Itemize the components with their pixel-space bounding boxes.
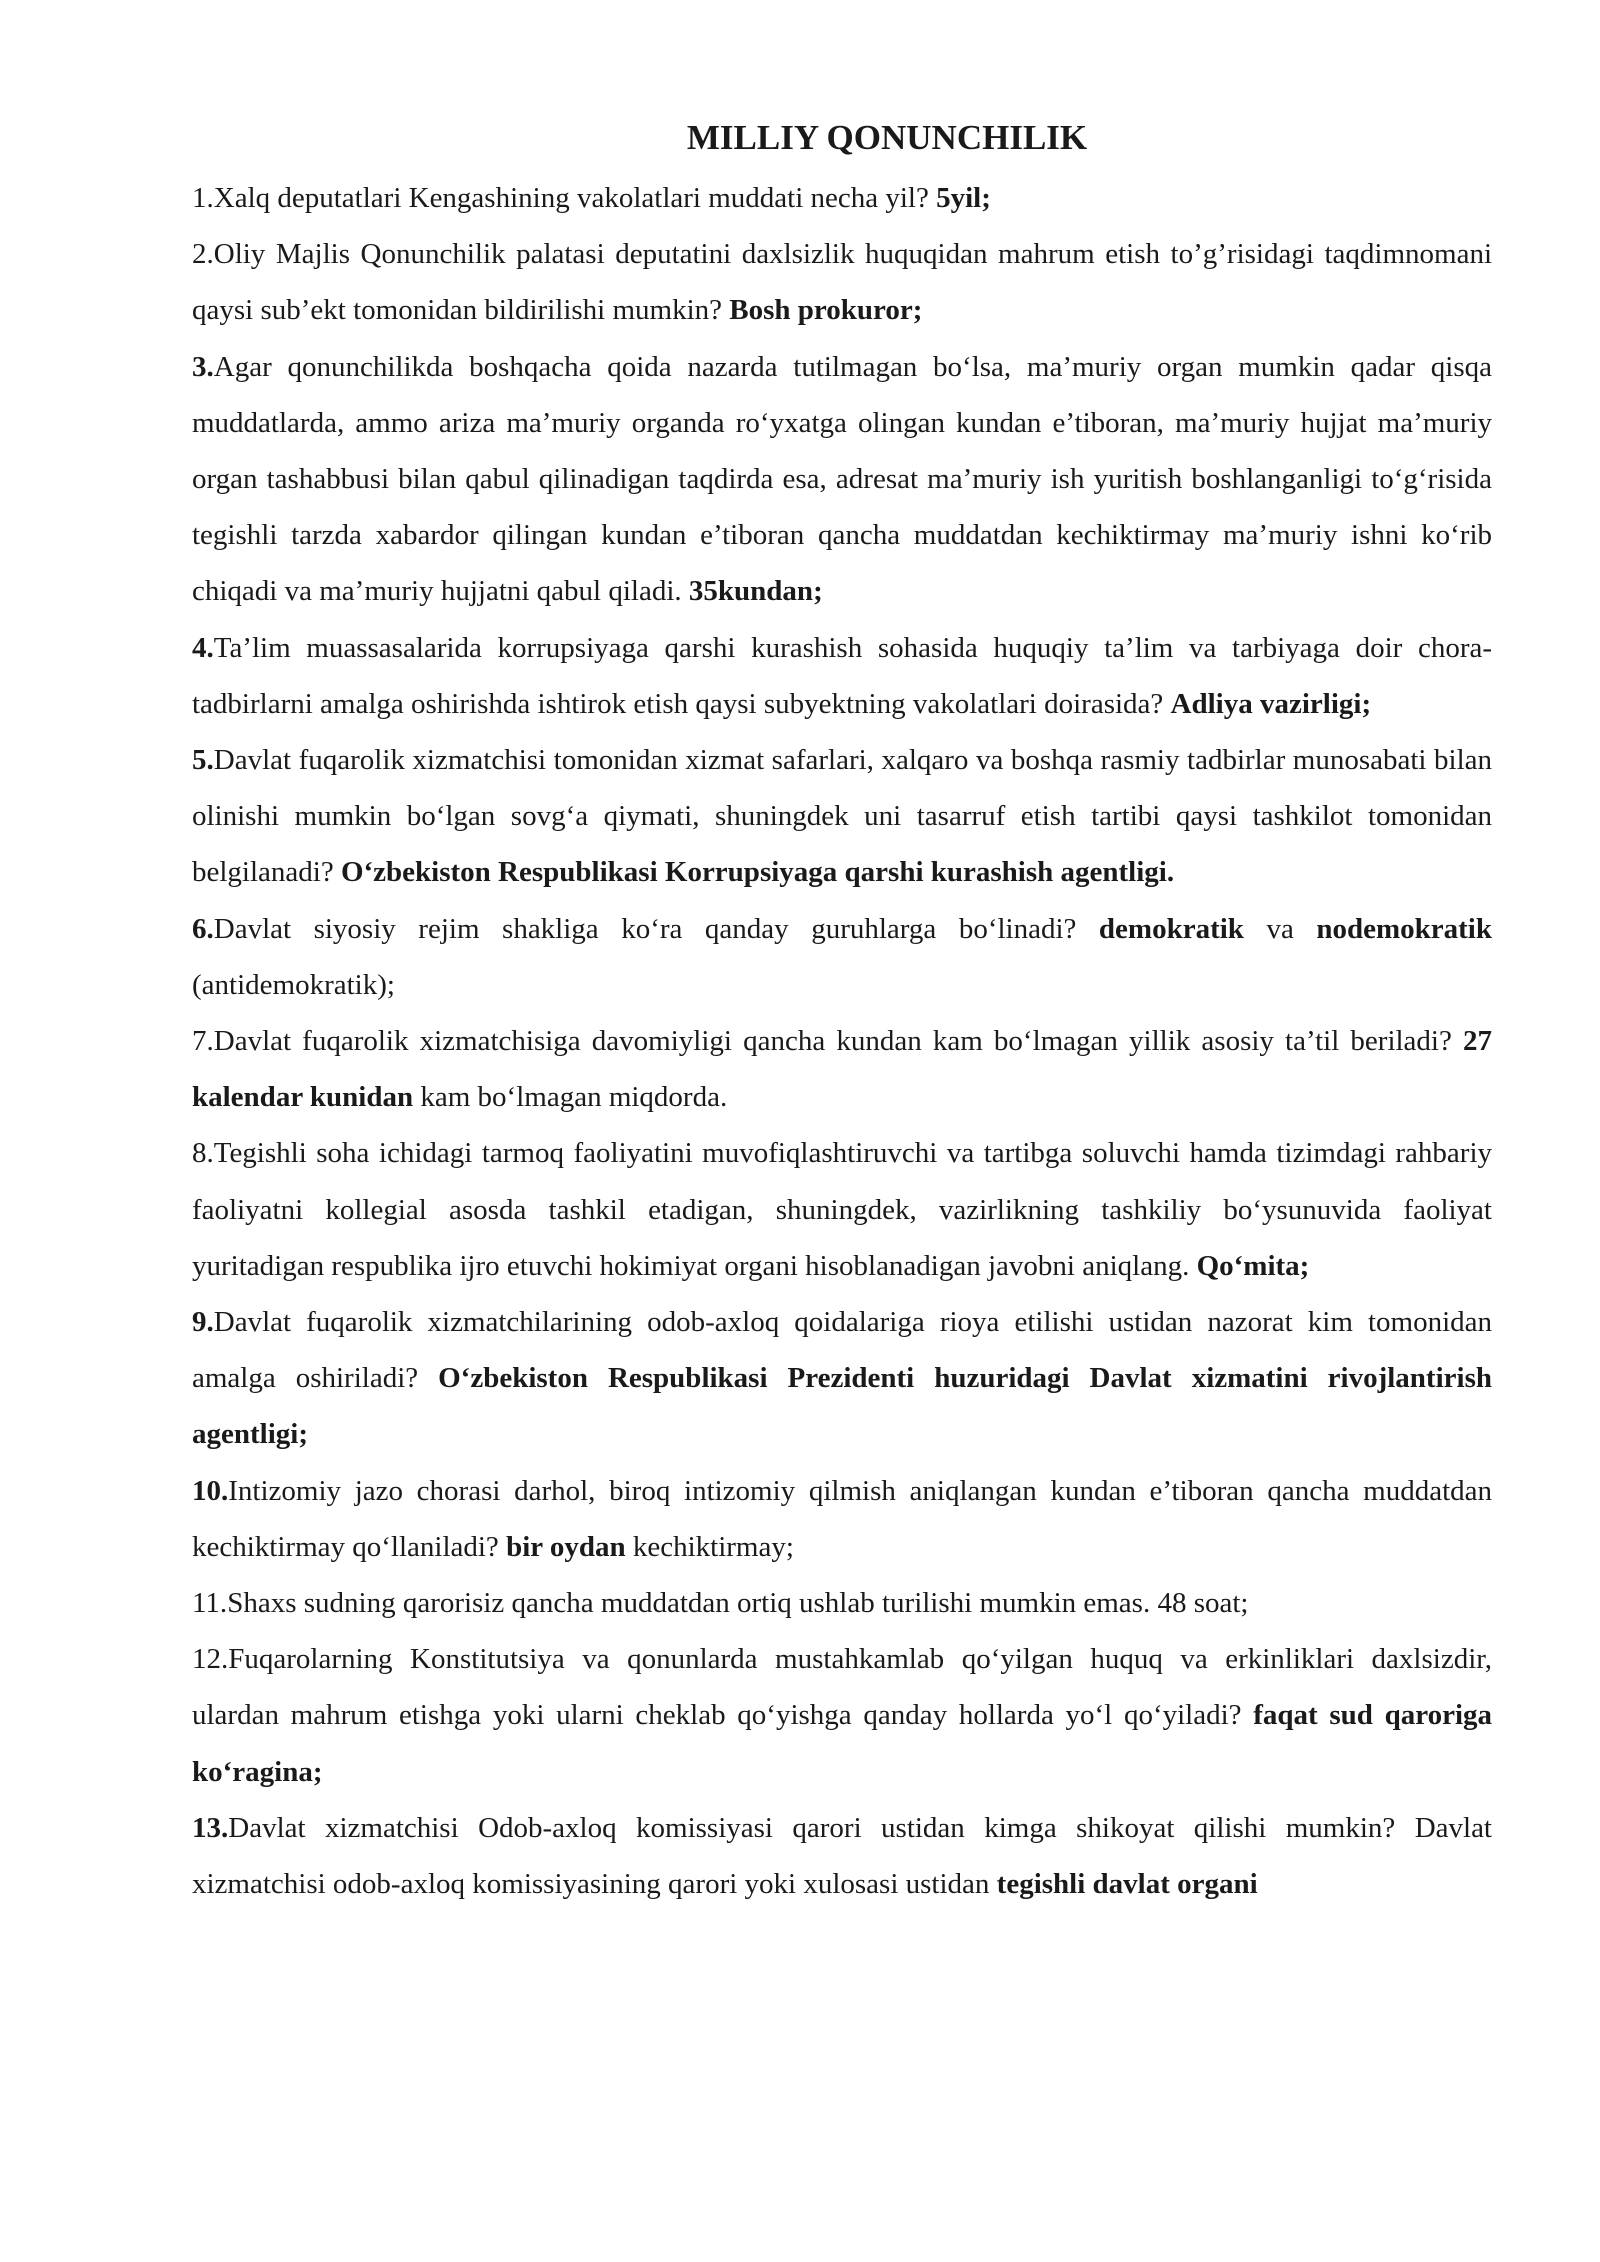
question-text: Davlat xizmatchisi Odob-axloq komissiyasi qarori ustidan kimga shikoyat qilishi mumkin? Davlat xizmatchisi odob-axloq komissiyasining qarori yoki xulosasi ustidan [192, 1811, 1492, 1901]
question-text: Tegishli soha ichidagi tarmoq faoliyatini muvofiqlashtiruvchi va tartibga soluvchi hamda tizimdagi rahbariy faoliyatni kollegial asosda tashkil etadigan, shuningdek, vazirlikning tashkiliy bo‘ysunuvida faoliyat yuritadigan respublika ijro etuvchi hokimiyat organi hisoblanadigan javobni aniqlang. [192, 1137, 1492, 1282]
question-answer: O‘zbekiston Respublikasi Korrupsiyaga qarshi kurashish agentligi. [340, 856, 1175, 889]
question-number: 2. [192, 238, 214, 271]
question-answer: faqat sud qaroriga ko‘ragina; [192, 1699, 1493, 1788]
question-number: 6. [192, 912, 214, 945]
question-number: 9. [192, 1306, 214, 1339]
question-text: Ta’lim muassasalarida korrupsiyaga qarshi kurashish sohasida huquqiy ta’lim va tarbiyaga doir chora-tadbirlarni amalga oshirishda ishtirok etish qaysi subyektning vakolatlari doirasida? [192, 631, 1492, 720]
question-answer: bir oydan [506, 1530, 626, 1563]
question-text: Davlat fuqarolik xizmatchisi tomonidan xizmat safarlari, xalqaro va boshqa rasmiy tadbirlar munosabati bilan olinishi mumkin bo‘lgan sovg‘a qiymati, shuningdek uni tasarruf etish tartibi qaysi tashkilot tomonidan belgilanadi? [192, 744, 1492, 889]
question-item [192, 1631, 1492, 1800]
question-answer-secondary: nodemokratik [1316, 912, 1492, 945]
question-item [192, 732, 1492, 901]
question-item [192, 1294, 1492, 1463]
question-number: 12. [192, 1643, 229, 1676]
question-number: 4. [192, 631, 214, 664]
question-item [192, 1013, 1492, 1125]
question-item [192, 339, 1492, 620]
question-text: Shaxs sudning qarorisiz qancha muddatdan ortiq ushlab turilishi mumkin emas. 48 soat; [227, 1587, 1249, 1620]
answer-connector: va [1243, 912, 1317, 945]
question-number: 10. [192, 1474, 229, 1507]
question-answer: tegishli davlat organi [996, 1868, 1258, 1901]
question-answer: 35kundan; [688, 575, 823, 608]
question-item [192, 1125, 1492, 1294]
question-text: Fuqarolarning Konstitutsiya va qonunlarda mustahkamlab qo‘yilgan huquq va erkinliklari daxlsizdir, ulardan mahrum etishga yoki ularni cheklab qo‘yishga qanday hollarda yo‘l qo‘yiladi? [192, 1643, 1492, 1732]
question-text: Xalq deputatlari Kengashining vakolatlari muddati necha yil? [213, 182, 937, 214]
question-item [192, 1463, 1492, 1575]
question-item [192, 226, 1492, 338]
question-item [192, 901, 1492, 1013]
answer-tail: (antidemokratik); [192, 968, 395, 1001]
question-text: Intizomiy jazo chorasi darhol, biroq intizomiy qilmish aniqlangan kundan e’tiboran qancha muddatdan kechiktirmay qo‘llaniladi? [192, 1474, 1492, 1563]
question-answer: 27 kalendar kunidan [192, 1025, 1492, 1114]
question-answer: demokratik [1098, 912, 1244, 945]
questions-list [192, 170, 1492, 1912]
question-number: 7. [192, 1025, 214, 1058]
question-number: 11. [192, 1587, 228, 1620]
question-text: Davlat fuqarolik xizmatchilarining odob-axloq qoidalariga rioya etilishi ustidan nazorat kim tomonidan amalga oshiriladi? [192, 1306, 1492, 1395]
question-number: 13. [192, 1811, 229, 1844]
question-answer: Bosh prokuror; [729, 294, 923, 327]
question-text: Davlat siyosiy rejim shakliga ko‘ra qanday guruhlarga bo‘linadi? [213, 912, 1099, 945]
question-text: Oliy Majlis Qonunchilik palatasi deputatini daxlsizlik huquqidan mahrum etish to’g’risidagi taqdimnomani qaysi sub’ekt tomonidan bildirilishi mumkin? [192, 238, 1492, 327]
question-number: 3. [192, 350, 214, 383]
question-number: 1. [192, 182, 214, 214]
question-item [192, 170, 1492, 226]
answer-tail: kechiktirmay; [625, 1530, 794, 1563]
question-answer: Adliya vazirligi; [1170, 687, 1372, 720]
question-answer: Qo‘mita; [1196, 1249, 1310, 1282]
question-number: 8. [192, 1137, 214, 1170]
question-text: Davlat fuqarolik xizmatchisiga davomiyligi qancha kundan kam bo‘lmagan yillik asosiy ta’til beriladi? [213, 1025, 1463, 1058]
question-item [192, 1575, 1492, 1631]
answer-tail: kam bo‘lmagan miqdorda. [413, 1081, 728, 1114]
question-item [192, 620, 1492, 732]
question-answer: 5yil; [936, 182, 991, 214]
question-item [192, 1800, 1492, 1912]
document-title: MILLIY QONUNCHILIK [686, 118, 1088, 157]
question-number: 5. [192, 744, 214, 777]
question-text: Agar qonunchilikda boshqacha qoida nazarda tutilmagan bo‘lsa, ma’muriy organ mumkin qadar qisqa muddatlarda, ammo ariza ma’muriy organda ro‘yxatga olingan kundan e’tiboran, ma’muriy hujjat ma’muriy organ tashabbusi bilan qabul qilinadigan taqdirda esa, adresat ma’muriy ish yuritish boshlanganligi to‘g‘risida tegishli tarzda xabardor qilingan kundan e’tiboran qancha muddatdan kechiktirmay ma’muriy ishni ko‘rib chiqadi va ma’muriy hujjatni qabul qiladi. [192, 350, 1492, 608]
question-answer: O‘zbekiston Respublikasi Prezidenti huzuridagi Davlat xizmatini rivojlantirish agentligi; [192, 1362, 1492, 1451]
